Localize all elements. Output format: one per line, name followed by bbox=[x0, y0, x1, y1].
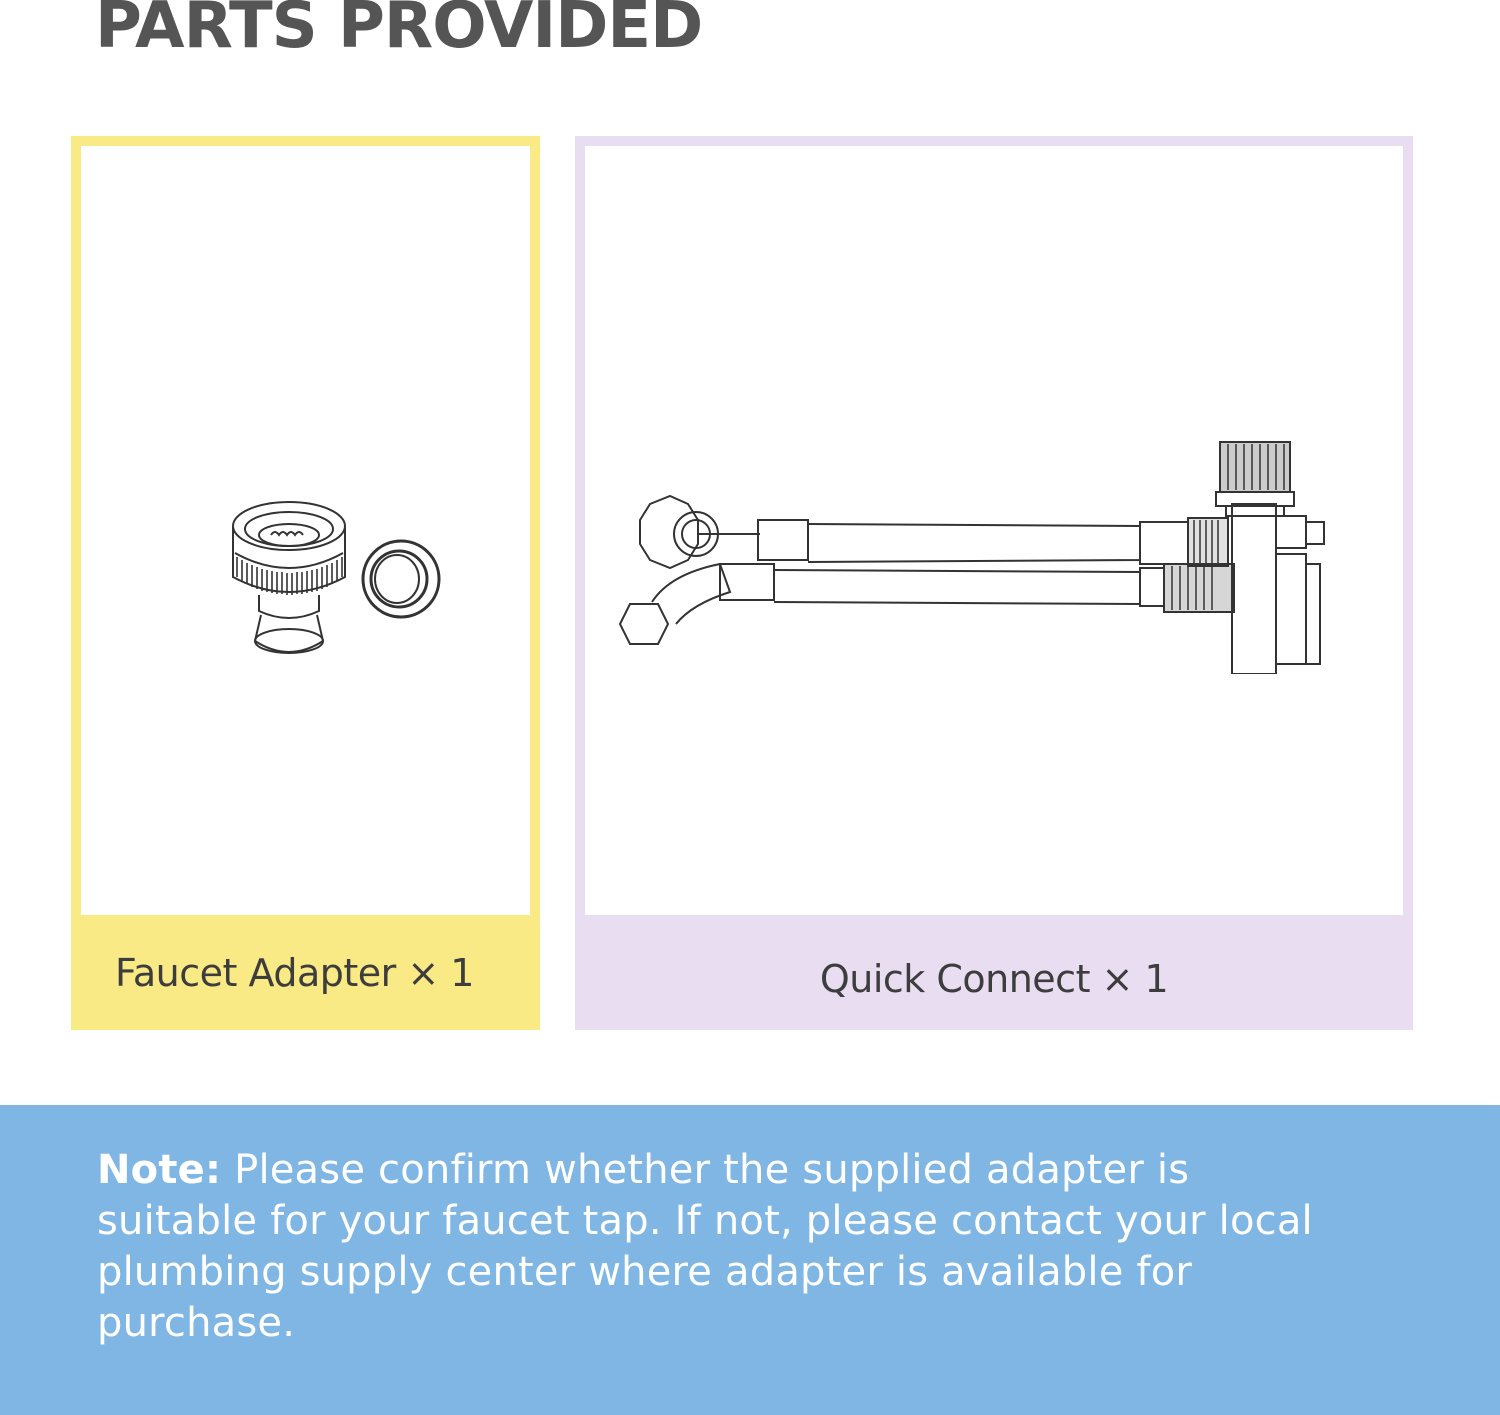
note-banner bbox=[0, 1105, 1500, 1415]
note-text bbox=[97, 1145, 1337, 1349]
quick-connect-icon bbox=[610, 434, 1350, 674]
page-title: PARTS PROVIDED bbox=[95, 0, 703, 63]
part-card-faucet-adapter bbox=[71, 136, 540, 1030]
part-label: Quick Connect × 1 bbox=[819, 956, 1169, 1001]
part-image-area bbox=[81, 146, 530, 915]
part-image-area bbox=[585, 146, 1403, 915]
faucet-adapter-icon bbox=[151, 491, 451, 671]
part-label: Faucet Adapter × 1 bbox=[115, 950, 474, 995]
part-card-quick-connect bbox=[575, 136, 1413, 1030]
note-label: Note: bbox=[97, 1147, 222, 1193]
note-body: Please confirm whether the supplied adapter is suitable for your faucet tap. If not, please contact your local plumbing supply center where adapter is available for purchase. bbox=[97, 1147, 1313, 1346]
